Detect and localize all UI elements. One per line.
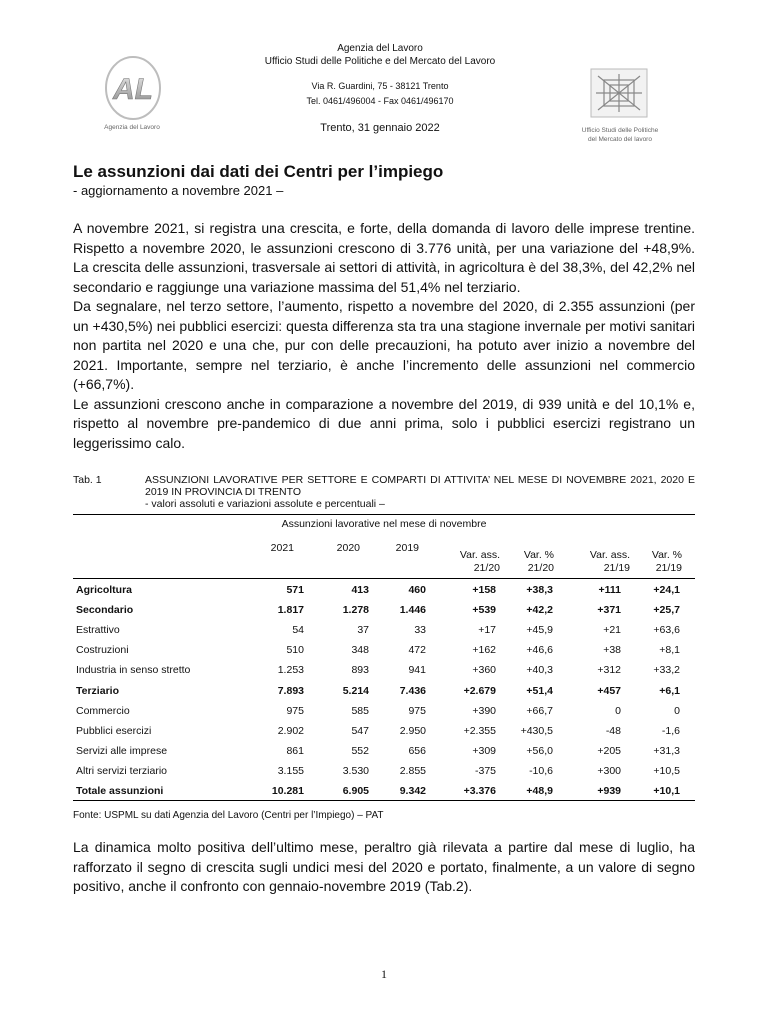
office-logo-caption — [572, 126, 668, 144]
table-source: Fonte: USPML su dati Agenzia del Lavoro (Centri per l’Impiego) – PAT — [73, 810, 384, 821]
table-cell: +48,9 — [526, 785, 553, 797]
table-cell: +10,5 — [653, 764, 680, 777]
office-logo-caption-line-1: Ufficio Studi delle Politiche — [581, 127, 659, 134]
table-row — [73, 741, 695, 761]
column-header: 2021 — [270, 542, 294, 554]
table-cell: +25,7 — [653, 604, 680, 617]
row-label: Estrattivo — [76, 624, 120, 637]
row-label: Pubblici esercizi — [76, 724, 152, 737]
document-title: Le assunzioni dai dati dei Centri per l’impiego — [73, 162, 444, 181]
table-row — [73, 640, 695, 660]
table-cell: +10,1 — [653, 785, 680, 797]
table-cell: 10.281 — [271, 785, 304, 797]
table-cell: 7.436 — [399, 684, 426, 697]
table-cell: 975 — [286, 704, 304, 717]
table-cell: +162 — [472, 644, 496, 657]
row-label: Commercio — [76, 704, 130, 717]
table-cell: 0 — [615, 704, 621, 717]
table-cell: +8,1 — [659, 644, 680, 657]
table-row — [73, 721, 695, 741]
table-row — [73, 761, 695, 781]
table-cell: +371 — [597, 604, 621, 617]
table-cell: +3.376 — [463, 785, 496, 797]
table-label: Tab. 1 — [73, 474, 102, 486]
table-cell: 893 — [351, 664, 369, 677]
table-cell: -10,6 — [529, 764, 553, 777]
table-cell: +2.355 — [463, 724, 496, 737]
table-cell: +40,3 — [526, 664, 553, 677]
table-cell: +31,3 — [653, 744, 680, 757]
table-cell: +939 — [597, 785, 621, 797]
table-cell: 1.446 — [399, 604, 426, 617]
table-cell: +430,5 — [520, 724, 553, 737]
column-header: Var. % 21/19 — [651, 549, 682, 574]
agency-logo — [104, 55, 162, 121]
table-cell: 1.817 — [277, 604, 304, 617]
table-cell: 3.530 — [342, 764, 369, 777]
table-cell: +158 — [472, 584, 496, 596]
table-cell: -48 — [605, 724, 621, 737]
paragraph: Da segnalare, nel terzo settore, l’aumento, rispetto a novembre del 2020, di 2.355 assunzioni (per un +430,5%) nei pubblici esercizi: questa differenza sta tra una stagione invernale per motivi sanitari non partita nel 2020 e una che, pur con delle precauzioni, ha potuto aver inizio a novembre del 2021. Importante, sempre nel terziario, è anche l’incremento delle assunzioni nel commercio (+66,7%). — [73, 298, 695, 392]
table-row — [73, 620, 695, 640]
table-cell: +42,2 — [526, 604, 553, 617]
table-cell: +21 — [603, 624, 621, 637]
table-cell: 656 — [408, 744, 426, 757]
table-cell: 3.155 — [277, 764, 304, 777]
row-label: Servizi alle imprese — [76, 744, 168, 757]
table-cell: 5.214 — [342, 684, 369, 697]
header-office: Ufficio Studi delle Politiche e del Mercato del Lavoro — [264, 56, 496, 67]
table-row — [73, 781, 695, 801]
table-top-rule — [73, 514, 695, 515]
table-cell: 585 — [351, 704, 369, 717]
table-cell: 9.342 — [399, 785, 426, 797]
table-cell: 6.905 — [342, 785, 369, 797]
table-cell: 0 — [674, 704, 680, 717]
table-row — [73, 580, 695, 600]
row-label: Totale assunzioni — [76, 785, 164, 797]
table-cell: +38 — [603, 644, 621, 657]
table-cell: +360 — [472, 664, 496, 677]
table-cell: 861 — [286, 744, 304, 757]
table-cell: +309 — [472, 744, 496, 757]
table-cell: +38,3 — [526, 584, 553, 596]
table-cell: +390 — [472, 704, 496, 717]
table-header-rule — [73, 578, 695, 579]
table-cell: +205 — [597, 744, 621, 757]
table-cell: +17 — [478, 624, 496, 637]
row-label: Costruzioni — [76, 644, 129, 657]
table-cell: +66,7 — [526, 704, 553, 717]
row-label: Secondario — [76, 604, 134, 617]
column-header: Var. ass. 21/19 — [589, 549, 630, 574]
table-cell: 1.253 — [277, 664, 304, 677]
header-phone: Tel. 0461/496004 - Fax 0461/496170 — [306, 96, 454, 106]
table-row — [73, 600, 695, 620]
table-cell: +539 — [472, 604, 496, 617]
table-cell: +46,6 — [526, 644, 553, 657]
table-cell: 472 — [408, 644, 426, 657]
table-cell: 37 — [357, 624, 369, 637]
table-cell: 510 — [286, 644, 304, 657]
table-cell: 413 — [351, 584, 369, 596]
document-date: Trento, 31 gennaio 2022 — [320, 122, 440, 134]
table-cell: +33,2 — [653, 664, 680, 677]
table-row — [73, 701, 695, 721]
table-cell: +51,4 — [526, 684, 553, 697]
table-cell: -375 — [474, 764, 496, 777]
table-cell: +312 — [597, 664, 621, 677]
logo-monogram: AL — [113, 73, 153, 106]
agency-logo-caption: Agenzia del Lavoro — [104, 124, 160, 131]
table-cell: 1.278 — [342, 604, 369, 617]
table-cell: 54 — [292, 624, 304, 637]
table-row — [73, 660, 695, 680]
table-cell: 460 — [408, 584, 426, 596]
table-cell: +24,1 — [653, 584, 680, 596]
table-cell: +2.679 — [463, 684, 496, 697]
table-cell: +300 — [597, 764, 621, 777]
table-caption-title: ASSUNZIONI LAVORATIVE PER SETTORE E COMPARTI DI ATTIVITA’ NEL MESE DI NOVEMBRE 2021, 2020 E 2019 IN PROVINCIA DI TRENTO — [145, 474, 695, 498]
intro-text — [73, 219, 695, 453]
office-logo-caption-line-2: del Mercato del lavoro — [588, 136, 652, 143]
table-cell: 571 — [286, 584, 304, 596]
row-label: Terziario — [76, 684, 119, 697]
table-cell: +56,0 — [526, 744, 553, 757]
table-cell: +457 — [597, 684, 621, 697]
table-cell: 7.893 — [277, 684, 304, 697]
column-header: 2019 — [395, 542, 419, 554]
row-label: Altri servizi terziario — [76, 764, 168, 777]
table-row — [73, 681, 695, 701]
paragraph: Le assunzioni crescono anche in comparazione a novembre del 2019, di 939 unità e del 10,1% e, rispetto al novembre pre-pandemico di due anni prima, solo i pubblici esercizi registrano un leggerissimo calo. — [73, 395, 695, 451]
table-cell: 2.902 — [277, 724, 304, 737]
table-cell: 2.855 — [399, 764, 426, 777]
table-cell: +111 — [598, 584, 621, 596]
table-group-header: Assunzioni lavorative nel mese di novembre — [281, 518, 487, 530]
table-cell: +6,1 — [659, 684, 680, 697]
column-header: Var. ass. 21/20 — [459, 549, 500, 574]
table-cell: 552 — [351, 744, 369, 757]
office-logo — [590, 68, 648, 118]
header-address: Via R. Guardini, 75 - 38121 Trento — [311, 81, 449, 91]
table-cell: 941 — [408, 664, 426, 677]
closing-paragraph: La dinamica molto positiva dell’ultimo mese, peraltro già rilevata a partire dal mese di luglio, ha rafforzato il segno di crescita sugli undici mesi del 2020 e portato, finalmente, a un valore di segno positivo, anche il confronto con gennaio-novembre 2019 (Tab.2). — [73, 839, 695, 894]
table-caption-note: - valori assoluti e variazioni assolute e percentuali – — [145, 498, 385, 510]
paragraph: A novembre 2021, si registra una crescita, e forte, della domanda di lavoro delle imprese trentine. Rispetto a novembre 2020, le assunzioni crescono di 3.776 unità, per una variazione del +48,9%. La crescita delle assunzioni, trasversale ai settori di attività, in agricoltura è del 38,3%, del 42,2% nel secondario e raggiunge una variazione massima del 51,4% nel terziario. — [73, 220, 695, 295]
table-cell: +45,9 — [526, 624, 553, 637]
table-cell: -1,6 — [661, 724, 680, 737]
table-cell: 2.950 — [399, 724, 426, 737]
table-caption — [145, 474, 695, 510]
column-header: 2020 — [336, 542, 360, 554]
header-agency: Agenzia del Lavoro — [337, 43, 423, 54]
table-cell: +63,6 — [653, 624, 680, 637]
table-cell: 33 — [414, 624, 426, 637]
table-cell: 348 — [351, 644, 369, 657]
document-subtitle: - aggiornamento a novembre 2021 – — [73, 183, 284, 198]
table-cell: 975 — [408, 704, 426, 717]
column-header: Var. % 21/20 — [523, 549, 554, 574]
page-number: 1 — [381, 967, 387, 981]
row-label: Agricoltura — [76, 584, 133, 596]
row-label: Industria in senso stretto — [76, 664, 191, 677]
table-cell: 547 — [351, 724, 369, 737]
